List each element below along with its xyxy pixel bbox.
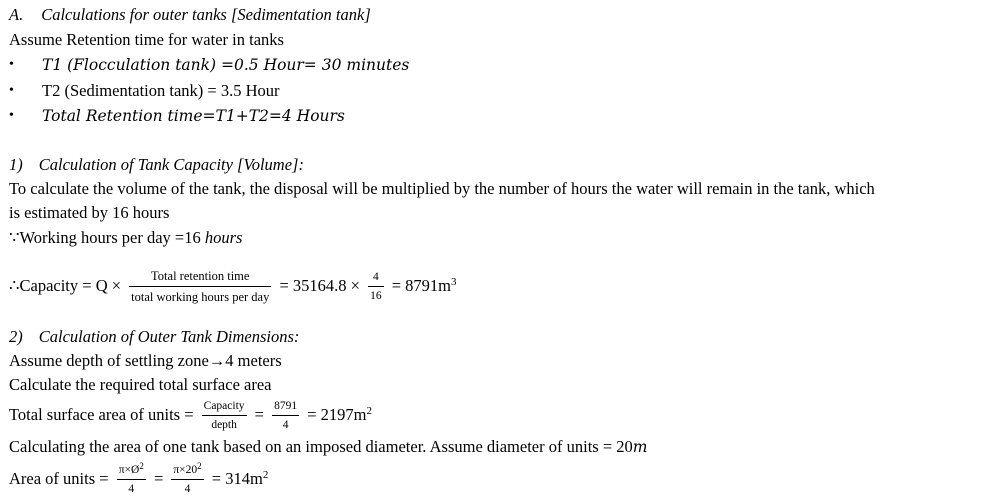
bullet-t1: T1 (Flocculation tank) =0.5 Hour= 30 minutes (42, 56, 410, 74)
section-2-title: Calculation of Outer Tank Dimensions: (38, 327, 300, 346)
capacity-lhs: ∴Capacity = Q × (9, 276, 122, 295)
area-eq-sign: = (153, 469, 164, 488)
area-frac-num (117, 461, 146, 480)
section-a-label: A. (9, 5, 24, 24)
depth-assumption: Assume depth of settling zone→4 meters (9, 351, 282, 370)
surface-rhs: = 2197m (307, 405, 367, 424)
capacity-rhs-sup: 3 (450, 276, 457, 288)
diameter-unit: m (632, 438, 648, 456)
area-equation (9, 461, 268, 497)
bullet-marker-3: • (9, 108, 14, 123)
section-1-para-line2: is estimated by 16 hours (9, 203, 170, 222)
section-1-heading (9, 155, 304, 175)
area-rhs-sup: 2 (262, 469, 269, 481)
area-frac2-num-sup: 2 (197, 461, 202, 472)
capacity-fraction-2 (368, 271, 384, 303)
capacity-frac2-num: 4 (368, 271, 384, 287)
surface-rhs-sup: 2 (366, 405, 372, 417)
capacity-mid: = 35164.8 × (279, 276, 360, 295)
section-a-heading (9, 5, 371, 25)
bullet-marker-1: • (9, 57, 14, 72)
capacity-frac2-den: 16 (370, 290, 382, 303)
bullet-t2: T2 (Sedimentation tank) = 3.5 Hour (42, 81, 280, 100)
surface-equation (9, 397, 372, 433)
surface-frac2-num: 8791 (272, 400, 299, 416)
section-a-title: Calculations for outer tanks [Sedimentation tank] (41, 5, 371, 24)
surface-area-text: Calculate the required total surface area (9, 375, 272, 394)
capacity-frac-den: total working hours per day (131, 290, 270, 305)
area-frac2-num (171, 461, 203, 480)
assume-retention-text: Assume Retention time for water in tanks (9, 30, 284, 49)
section-2-label: 2) (9, 327, 23, 346)
surface-eq-sign: = (254, 405, 264, 424)
capacity-equation (9, 268, 456, 305)
bullet-marker-2: • (9, 83, 14, 98)
capacity-frac-num: Total retention time (129, 269, 271, 287)
area-frac2-num-text: π×20 (173, 464, 198, 477)
diameter-text: Calculating the area of one tank based on an imposed diameter. Assume diameter of units = 20 (9, 437, 633, 456)
area-frac-den: 4 (128, 483, 135, 496)
diameter-assumption (9, 437, 647, 457)
capacity-rhs: = 8791m (391, 276, 451, 295)
surface-frac-den: depth (211, 419, 237, 432)
surface-lhs: Total surface area of units = (9, 405, 194, 424)
working-hours-unit: hours (204, 228, 243, 247)
area-frac2-den: 4 (184, 483, 191, 496)
area-rhs: = 314m (211, 469, 263, 488)
bullet-total: Total Retention time=T1+T2=4 Hours (42, 107, 345, 125)
section-1-para-line1: To calculate the volume of the tank, the disposal will be multiplied by the number of hours the water will remain in the tank, which (9, 179, 875, 198)
surface-fraction-2 (272, 400, 299, 432)
area-frac-num-sup: 2 (139, 461, 144, 472)
capacity-fraction (129, 269, 271, 305)
surface-frac2-den: 4 (282, 419, 289, 432)
section-2-heading (9, 327, 299, 347)
surface-fraction (202, 400, 247, 432)
section-1-label: 1) (9, 155, 23, 174)
section-1-title: Calculation of Tank Capacity [Volume]: (38, 155, 304, 174)
area-fraction (117, 461, 146, 496)
area-lhs: Area of units = (9, 469, 109, 488)
surface-frac-num: Capacity (202, 400, 247, 416)
area-frac-num-text: π×Ø (118, 464, 140, 477)
working-hours-line (9, 228, 242, 248)
working-hours-prefix: ∵Working hours per day =16 (9, 228, 205, 247)
area-fraction-2 (171, 461, 203, 496)
